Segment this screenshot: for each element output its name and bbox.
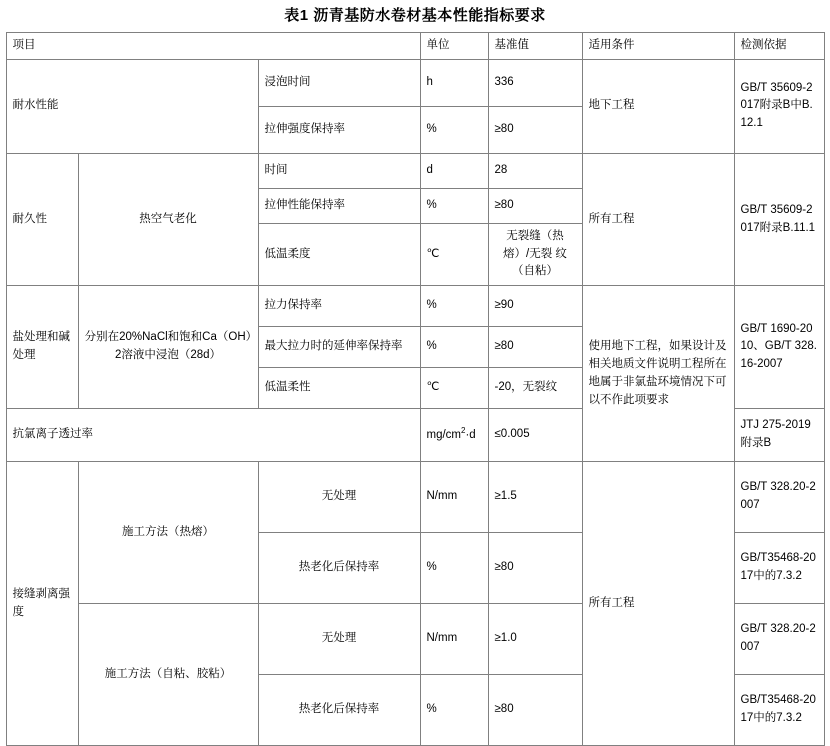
cell-name: 拉伸强度保持率	[258, 106, 420, 153]
cell-basis: GB/T 1690-2010、GB/T 328.16-2007	[734, 286, 824, 409]
cell-subgroup: 施工方法（自粘、胶粘）	[78, 604, 258, 746]
cell-condition: 所有工程	[582, 153, 734, 285]
cell-benchmark: ≥80	[488, 675, 582, 746]
cell-unit: %	[420, 327, 488, 368]
cell-benchmark: ≥80	[488, 327, 582, 368]
cell-name: 时间	[258, 153, 420, 188]
cell-group: 耐水性能	[6, 59, 258, 153]
cell-benchmark: ≥80	[488, 106, 582, 153]
cell-unit: %	[420, 188, 488, 223]
table-row	[6, 153, 824, 188]
cell-subgroup: 分别在20%NaCl和饱和Ca（OH）2溶液中浸泡（28d）	[78, 286, 258, 409]
cell-benchmark: ≤0.005	[488, 409, 582, 462]
cell-name: 低温柔度	[258, 223, 420, 285]
page-title: 表1 沥青基防水卷材基本性能指标要求	[284, 7, 546, 24]
cell-unit: %	[420, 533, 488, 604]
cell-name: 浸泡时间	[258, 59, 420, 106]
cell-name: 无处理	[258, 462, 420, 533]
cell-basis: GB/T35468-2017中的7.3.2	[734, 675, 824, 746]
cell-group: 盐处理和碱处理	[6, 286, 78, 409]
header-basis: 检测依据	[734, 33, 824, 60]
cell-name: 无处理	[258, 604, 420, 675]
cell-benchmark: ≥90	[488, 286, 582, 327]
cell-benchmark: 28	[488, 153, 582, 188]
cell-unit: ℃	[420, 223, 488, 285]
cell-benchmark: ≥80	[488, 188, 582, 223]
cell-group: 抗氯离子透过率	[6, 409, 420, 462]
cell-condition: 所有工程	[582, 462, 734, 746]
cell-unit: h	[420, 59, 488, 106]
table-header-row	[6, 33, 824, 60]
cell-unit: N/mm	[420, 462, 488, 533]
cell-benchmark: 336	[488, 59, 582, 106]
cell-benchmark: ≥1.0	[488, 604, 582, 675]
header-benchmark: 基准值	[488, 33, 582, 60]
cell-unit: %	[420, 286, 488, 327]
cell-name: 热老化后保持率	[258, 533, 420, 604]
cell-basis: GB/T 328.20-2007	[734, 462, 824, 533]
cell-name: 拉力保持率	[258, 286, 420, 327]
cell-unit: d	[420, 153, 488, 188]
table-row	[6, 59, 824, 106]
cell-unit: ℃	[420, 368, 488, 409]
cell-group: 耐久性	[6, 153, 78, 285]
cell-basis: JTJ 275-2019附录B	[734, 409, 824, 462]
cell-basis: GB/T35468-2017中的7.3.2	[734, 533, 824, 604]
table-row	[6, 462, 824, 533]
cell-group: 接缝剥离强度	[6, 462, 78, 746]
cell-name: 热老化后保持率	[258, 675, 420, 746]
cell-condition: 地下工程	[582, 59, 734, 153]
cell-unit: N/mm	[420, 604, 488, 675]
cell-unit: %	[420, 675, 488, 746]
cell-basis: GB/T 35609-2017附录B.11.1	[734, 153, 824, 285]
cell-condition: 使用地下工程，如果设计及相关地质文件说明工程所在地属于非氯盐环境情况下可以不作此项要求	[582, 286, 734, 462]
cell-unit: $mg/cm^2\cdot d$	[420, 409, 488, 462]
cell-benchmark: ≥1.5	[488, 462, 582, 533]
table-row	[6, 286, 824, 327]
header-item: 项目	[6, 33, 420, 60]
header-condition: 适用条件	[582, 33, 734, 60]
cell-benchmark: -20，无裂纹	[488, 368, 582, 409]
cell-subgroup: 热空气老化	[78, 153, 258, 285]
cell-name: 低温柔性	[258, 368, 420, 409]
spec-table	[6, 32, 825, 746]
header-unit: 单位	[420, 33, 488, 60]
cell-subgroup: 施工方法（热熔）	[78, 462, 258, 604]
cell-basis: GB/T 328.20-2007	[734, 604, 824, 675]
cell-name: 拉伸性能保持率	[258, 188, 420, 223]
cell-basis: GB/T 35609-2017附录B中B.12.1	[734, 59, 824, 153]
cell-benchmark: ≥80	[488, 533, 582, 604]
cell-unit: %	[420, 106, 488, 153]
cell-benchmark: 无裂缝（热熔）/无裂 纹（自粘）	[488, 223, 582, 285]
cell-name: 最大拉力时的延伸率保持率	[258, 327, 420, 368]
